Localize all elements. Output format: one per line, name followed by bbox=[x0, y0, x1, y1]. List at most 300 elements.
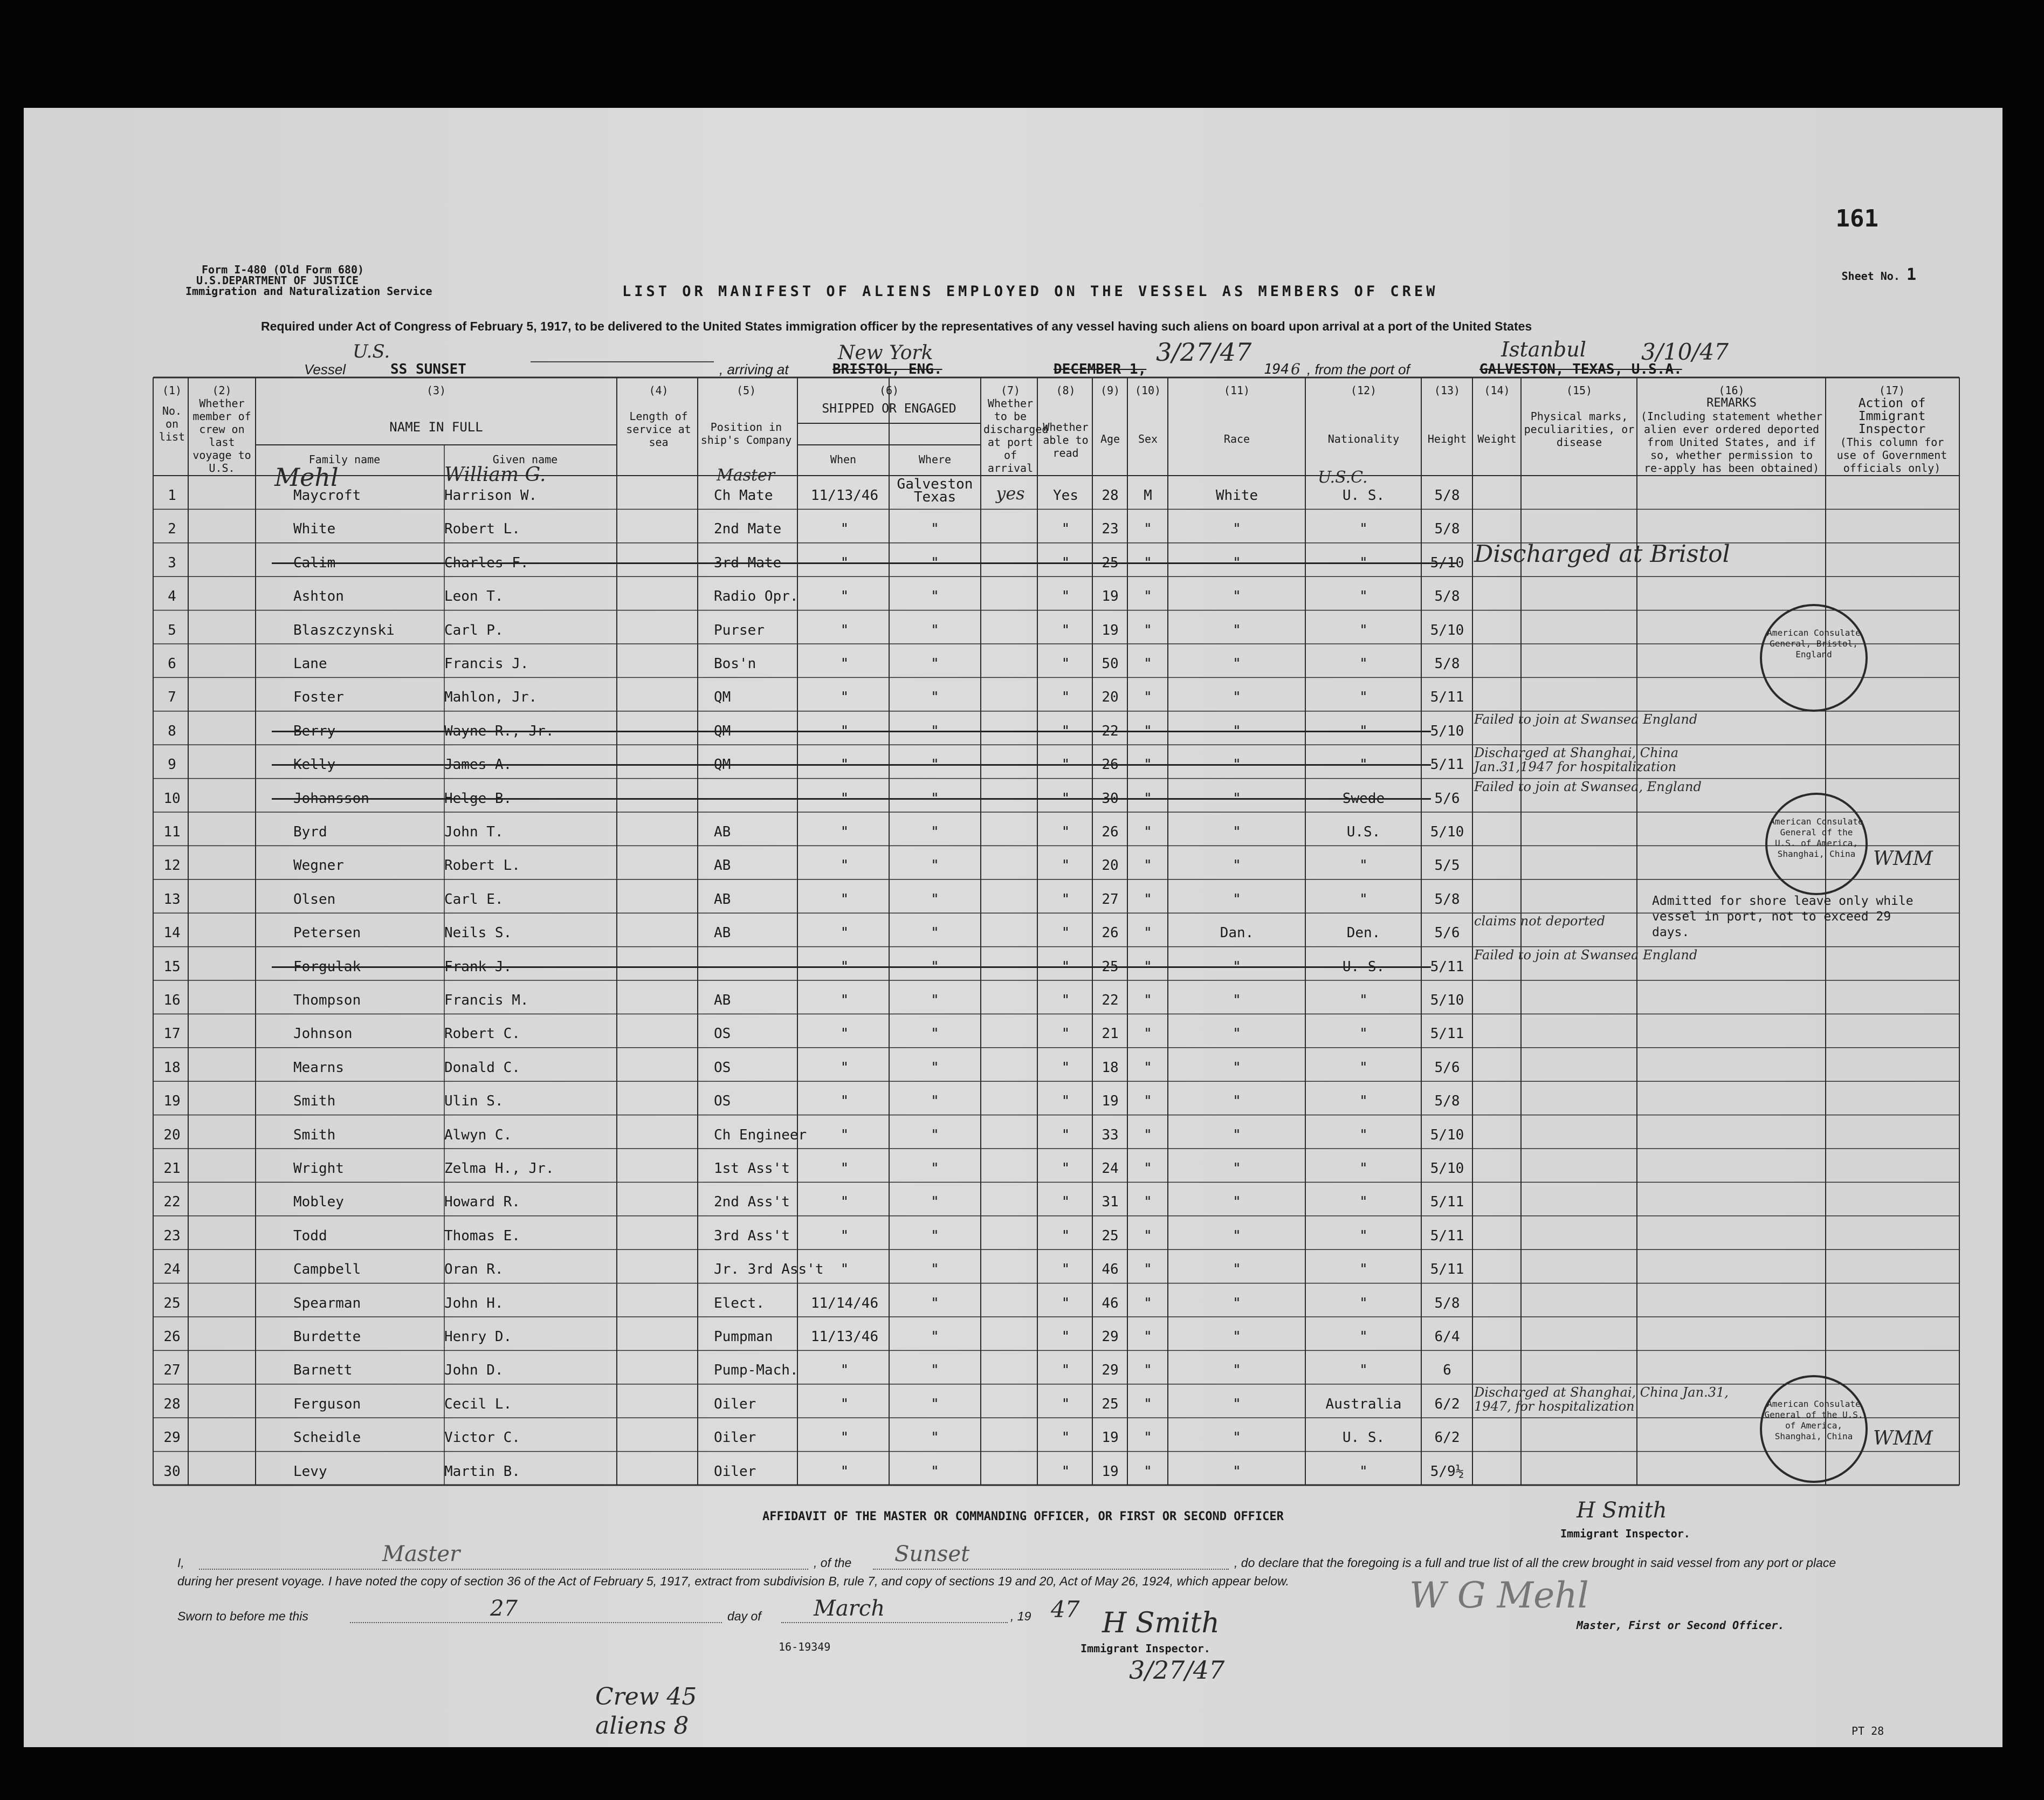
family-name: Campbell bbox=[293, 1261, 361, 1278]
shipped-where: " bbox=[931, 554, 939, 571]
shipped-where: " bbox=[931, 689, 939, 706]
family-name: Levy bbox=[293, 1463, 327, 1480]
row-number: 27 bbox=[163, 1362, 181, 1379]
able-to-read: " bbox=[1061, 1396, 1070, 1412]
given-name: Neils S. bbox=[444, 925, 512, 942]
race: " bbox=[1233, 1026, 1241, 1042]
shipped-where: " bbox=[931, 622, 939, 638]
given-name: Martin B. bbox=[444, 1463, 520, 1480]
remarks-admitted: Admitted for shore leave only while vessel in port, not to exceed 29 days. bbox=[1652, 894, 1914, 940]
given-name: John T. bbox=[444, 824, 504, 840]
row-number: 18 bbox=[163, 1059, 181, 1076]
able-to-read: " bbox=[1061, 1126, 1070, 1143]
age: 28 bbox=[1102, 487, 1119, 504]
family-name: Olsen bbox=[293, 891, 336, 908]
given-name: Charles F. bbox=[444, 554, 529, 571]
row-number: 8 bbox=[168, 723, 176, 739]
shipped-when: 11/13/46 bbox=[810, 1329, 879, 1345]
family-name: Blaszczynski bbox=[293, 622, 395, 638]
shipped-when: " bbox=[840, 656, 849, 672]
nationality: " bbox=[1359, 857, 1368, 874]
height: 5/10 bbox=[1430, 1126, 1464, 1143]
family-name: Todd bbox=[293, 1227, 327, 1244]
age: 21 bbox=[1102, 1026, 1119, 1042]
row-number: 21 bbox=[163, 1160, 181, 1177]
row-number: 3 bbox=[168, 554, 176, 571]
sex: " bbox=[1144, 723, 1152, 739]
age: 26 bbox=[1102, 757, 1119, 773]
height: 6/2 bbox=[1434, 1430, 1460, 1446]
race: " bbox=[1233, 958, 1241, 975]
given-name: Carl P. bbox=[444, 622, 504, 638]
page-number: 161 bbox=[1835, 205, 1878, 232]
family-name: Lane bbox=[293, 656, 327, 672]
height: 5/11 bbox=[1430, 1194, 1464, 1211]
consulate-stamp: American Consulate General, Bristol, England bbox=[1760, 604, 1868, 712]
nationality: " bbox=[1359, 992, 1368, 1008]
position: Pump-Mach. bbox=[714, 1362, 799, 1379]
race: " bbox=[1233, 588, 1241, 605]
given-name: Mahlon, Jr. bbox=[444, 689, 538, 706]
nationality: " bbox=[1359, 1059, 1368, 1076]
height: 5/11 bbox=[1430, 1261, 1464, 1278]
height: 5/9½ bbox=[1430, 1463, 1464, 1480]
height: 5/8 bbox=[1434, 487, 1460, 504]
shipped-where: " bbox=[931, 857, 939, 874]
sex: " bbox=[1144, 992, 1152, 1008]
height: 5/10 bbox=[1430, 824, 1464, 840]
age: 30 bbox=[1102, 790, 1119, 807]
age: 19 bbox=[1102, 1093, 1119, 1110]
shipped-where: " bbox=[931, 723, 939, 739]
position: Ch Mate bbox=[714, 487, 773, 504]
shipped-when: " bbox=[840, 891, 849, 908]
position: QM bbox=[714, 757, 731, 773]
height: 5/10 bbox=[1430, 1160, 1464, 1177]
height: 5/8 bbox=[1434, 1295, 1460, 1311]
given-name: Wayne R., Jr. bbox=[444, 723, 554, 739]
sex: " bbox=[1144, 925, 1152, 942]
master-nationality: U.S.C. bbox=[1318, 468, 1368, 487]
nationality: " bbox=[1359, 1463, 1368, 1480]
position: 2nd Mate bbox=[714, 521, 782, 538]
shipped-where: " bbox=[931, 1362, 939, 1379]
height: 5/8 bbox=[1434, 1093, 1460, 1110]
shipped-when: " bbox=[840, 1261, 849, 1278]
strike-line bbox=[272, 562, 1458, 564]
position: OS bbox=[714, 1093, 731, 1110]
family-name: Byrd bbox=[293, 824, 327, 840]
initials: WMM bbox=[1873, 1427, 1933, 1449]
row-number: 15 bbox=[163, 958, 181, 975]
shipped-where: " bbox=[931, 1093, 939, 1110]
sworn-line: Sworn to before me this 27 day of March , 19 47 bbox=[177, 1596, 1080, 1623]
race: " bbox=[1233, 1295, 1241, 1311]
nationality: " bbox=[1359, 656, 1368, 672]
able-to-read: " bbox=[1061, 1295, 1070, 1311]
family-name: Calim bbox=[293, 554, 336, 571]
able-to-read: " bbox=[1061, 1463, 1070, 1480]
row-number: 2 bbox=[168, 521, 176, 538]
shipped-when: " bbox=[840, 958, 849, 975]
race: " bbox=[1233, 790, 1241, 807]
able-to-read: " bbox=[1061, 1093, 1070, 1110]
position: 3rd Mate bbox=[714, 554, 782, 571]
race: " bbox=[1233, 1059, 1241, 1076]
age: 25 bbox=[1102, 554, 1119, 571]
sex: " bbox=[1144, 1126, 1152, 1143]
col-race-header: (11) Race bbox=[1223, 384, 1250, 445]
row-number: 10 bbox=[163, 790, 181, 807]
height: 5/10 bbox=[1430, 554, 1464, 571]
upper-inspector-signature: H Smith bbox=[1577, 1498, 1667, 1523]
sex: M bbox=[1144, 487, 1152, 504]
given-name: John H. bbox=[444, 1295, 504, 1311]
shipped-where: " bbox=[931, 1463, 939, 1480]
sex: " bbox=[1144, 554, 1152, 571]
nationality: " bbox=[1359, 521, 1368, 538]
master-given-name: William G. bbox=[444, 464, 546, 486]
col-service-header: (4) Length of service at sea bbox=[626, 384, 691, 449]
col-sex-header: (10) Sex bbox=[1134, 384, 1161, 445]
race: " bbox=[1233, 554, 1241, 571]
race: " bbox=[1233, 1126, 1241, 1143]
shipped-where: " bbox=[931, 1261, 939, 1278]
given-name: Donald C. bbox=[444, 1059, 520, 1076]
nationality: U. S. bbox=[1342, 487, 1385, 504]
family-name: Kelly bbox=[293, 757, 336, 773]
age: 19 bbox=[1102, 1430, 1119, 1446]
row-number: 7 bbox=[168, 689, 176, 706]
given-name: John D. bbox=[444, 1362, 504, 1379]
able-to-read: " bbox=[1061, 824, 1070, 840]
col-read-header: (8) Whether able to read bbox=[1043, 384, 1089, 459]
strike-line bbox=[272, 966, 1431, 968]
remarks: Discharged at Shanghai, China Jan.31, 1947, for hospitalization bbox=[1474, 1384, 1729, 1414]
shipped-where: " bbox=[931, 925, 939, 942]
position: Oiler bbox=[714, 1463, 756, 1480]
given-name: Robert L. bbox=[444, 521, 520, 538]
family-name: White bbox=[293, 521, 336, 538]
age: 29 bbox=[1102, 1362, 1119, 1379]
col-no-header: (1) No. on list bbox=[159, 384, 185, 443]
remarks: Discharged at Bristol bbox=[1474, 540, 1730, 568]
family-name: Smith bbox=[293, 1126, 336, 1143]
age: 20 bbox=[1102, 857, 1119, 874]
height: 6 bbox=[1443, 1362, 1451, 1379]
sex: " bbox=[1144, 588, 1152, 605]
age: 46 bbox=[1102, 1261, 1119, 1278]
row-number: 6 bbox=[168, 656, 176, 672]
shipped-when: 11/14/46 bbox=[810, 1295, 879, 1311]
row-number: 11 bbox=[163, 824, 181, 840]
able-to-read: " bbox=[1061, 1362, 1070, 1379]
able-to-read: " bbox=[1061, 622, 1070, 638]
able-to-read: Yes bbox=[1053, 487, 1078, 504]
position: Ch Engineer bbox=[714, 1126, 807, 1143]
sex: " bbox=[1144, 891, 1152, 908]
nationality: U.S. bbox=[1346, 824, 1381, 840]
age: 29 bbox=[1102, 1329, 1119, 1345]
able-to-read: " bbox=[1061, 925, 1070, 942]
shipped-where: " bbox=[931, 588, 939, 605]
family-name: Scheidle bbox=[293, 1430, 361, 1446]
age: 26 bbox=[1102, 925, 1119, 942]
age: 25 bbox=[1102, 958, 1119, 975]
nationality: Swede bbox=[1342, 790, 1385, 807]
row-number: 19 bbox=[163, 1093, 181, 1110]
race: " bbox=[1233, 1194, 1241, 1211]
age: 22 bbox=[1102, 992, 1119, 1008]
master-position: Master bbox=[717, 466, 775, 485]
row-number: 16 bbox=[163, 992, 181, 1008]
height: 5/11 bbox=[1430, 757, 1464, 773]
sex: " bbox=[1144, 689, 1152, 706]
given-name: Helge B. bbox=[444, 790, 512, 807]
row-number: 30 bbox=[163, 1463, 181, 1480]
shipped-where: Galveston Texas bbox=[897, 476, 973, 505]
col-remarks-header: (16) REMARKS (Including statement whether alien ever ordered deported from United States, and if so, whether permission to re-apply has been obtained) bbox=[1640, 384, 1823, 475]
affidavit-text: I, Master , of the Sunset , do declare that the foregoing is a full and true list of all the crew brought in said vessel from any port or place during her present voyage. I have noted the copy of section 36 of the Act of February 5, 1917, extract from subdivision B, rule 7, and copy of sections 19 and 20, Act of May 26, 1924, which appear below. bbox=[177, 1542, 1836, 1588]
sex: " bbox=[1144, 1430, 1152, 1446]
age: 26 bbox=[1102, 824, 1119, 840]
discharged: yes bbox=[996, 483, 1025, 504]
col-weight-header: (14) Weight bbox=[1477, 384, 1517, 445]
position: Bos'n bbox=[714, 656, 756, 672]
shipped-when: " bbox=[840, 588, 849, 605]
inspector-date: 3/27/47 bbox=[1129, 1655, 1225, 1685]
shipped-when: " bbox=[840, 521, 849, 538]
nationality: " bbox=[1359, 891, 1368, 908]
height: 5/11 bbox=[1430, 1026, 1464, 1042]
family-name: Mobley bbox=[293, 1194, 344, 1211]
family-name: Spearman bbox=[293, 1295, 361, 1311]
strike-line bbox=[272, 731, 1431, 732]
nationality: " bbox=[1359, 689, 1368, 706]
height: 5/11 bbox=[1430, 1227, 1464, 1244]
form-identifier: Form I-480 (Old Form 680) U.S.DEPARTMENT OF JUSTICE Immigration and Naturalization Service bbox=[185, 263, 432, 298]
position: Elect. bbox=[714, 1295, 765, 1311]
remarks: Discharged at Shanghai, China Jan.31,1947 for hospitalization bbox=[1474, 745, 1679, 775]
given-name: Leon T. bbox=[444, 588, 504, 605]
family-name: Ashton bbox=[293, 588, 344, 605]
row-number: 1 bbox=[168, 487, 176, 504]
race: " bbox=[1233, 656, 1241, 672]
position: 2nd Ass't bbox=[714, 1194, 790, 1211]
height: 5/8 bbox=[1434, 588, 1460, 605]
master-label: Master, First or Second Officer. bbox=[1577, 1619, 1785, 1632]
race: White bbox=[1215, 487, 1258, 504]
nationality: " bbox=[1359, 1295, 1368, 1311]
sex: " bbox=[1144, 1227, 1152, 1244]
position: Purser bbox=[714, 622, 765, 638]
master-signature: W G Mehl bbox=[1409, 1575, 1589, 1616]
shipped-when: " bbox=[840, 925, 849, 942]
given-name: Frank J. bbox=[444, 958, 512, 975]
age: 27 bbox=[1102, 891, 1119, 908]
col-position-header: (5) Position in ship's Company bbox=[700, 384, 792, 446]
remarks: claims not deported bbox=[1474, 913, 1606, 929]
inspector-signature: H Smith bbox=[1102, 1607, 1220, 1639]
able-to-read: " bbox=[1061, 1059, 1070, 1076]
vessel-name: SS SUNSET bbox=[390, 361, 466, 377]
nationality: Den. bbox=[1346, 925, 1381, 942]
height: 5/6 bbox=[1434, 1059, 1460, 1076]
sex: " bbox=[1144, 1026, 1152, 1042]
able-to-read: " bbox=[1061, 588, 1070, 605]
race: " bbox=[1233, 857, 1241, 874]
given-name: Howard R. bbox=[444, 1194, 520, 1211]
row-number: 25 bbox=[163, 1295, 181, 1311]
family-name: Wright bbox=[293, 1160, 344, 1177]
remarks: Failed to join at Swansea England bbox=[1474, 711, 1698, 727]
sex: " bbox=[1144, 1329, 1152, 1345]
nationality: " bbox=[1359, 1227, 1368, 1244]
nationality: " bbox=[1359, 1261, 1368, 1278]
shipped-where: " bbox=[931, 1396, 939, 1412]
able-to-read: " bbox=[1061, 554, 1070, 571]
age: 20 bbox=[1102, 689, 1119, 706]
col-age-header: (9) Age bbox=[1100, 384, 1120, 445]
race: " bbox=[1233, 723, 1241, 739]
sex: " bbox=[1144, 1396, 1152, 1412]
shipped-when: " bbox=[840, 992, 849, 1008]
position: Jr. 3rd Ass't bbox=[714, 1261, 824, 1278]
height: 5/8 bbox=[1434, 521, 1460, 538]
given-name: Henry D. bbox=[444, 1329, 512, 1345]
height: 5/5 bbox=[1434, 857, 1460, 874]
given-name: Victor C. bbox=[444, 1430, 520, 1446]
height: 6/4 bbox=[1434, 1329, 1460, 1345]
shipped-where: " bbox=[931, 1059, 939, 1076]
sex: " bbox=[1144, 1160, 1152, 1177]
given-name: Carl E. bbox=[444, 891, 504, 908]
col-name-header: (3) NAME IN FULL bbox=[389, 384, 483, 435]
shipped-where: " bbox=[931, 1026, 939, 1042]
shipped-when: " bbox=[840, 622, 849, 638]
shipped-when: " bbox=[840, 1059, 849, 1076]
family-name: Forgulak bbox=[293, 958, 361, 975]
row-number: 17 bbox=[163, 1026, 181, 1042]
row-number: 22 bbox=[163, 1194, 181, 1211]
position: AB bbox=[714, 891, 731, 908]
sex: " bbox=[1144, 857, 1152, 874]
age: 25 bbox=[1102, 1396, 1119, 1412]
age: 23 bbox=[1102, 521, 1119, 538]
given-name: Thomas E. bbox=[444, 1227, 520, 1244]
row-number: 20 bbox=[163, 1126, 181, 1143]
family-name: Thompson bbox=[293, 992, 361, 1008]
height: 6/2 bbox=[1434, 1396, 1460, 1412]
row-number: 13 bbox=[163, 891, 181, 908]
age: 24 bbox=[1102, 1160, 1119, 1177]
race: " bbox=[1233, 1160, 1241, 1177]
family-name: Smith bbox=[293, 1093, 336, 1110]
family-name: Barnett bbox=[293, 1362, 353, 1379]
sex: " bbox=[1144, 656, 1152, 672]
nationality: " bbox=[1359, 1160, 1368, 1177]
sex: " bbox=[1144, 1059, 1152, 1076]
nationality: " bbox=[1359, 588, 1368, 605]
shipped-when: " bbox=[840, 757, 849, 773]
position: Oiler bbox=[714, 1430, 756, 1446]
row-number: 14 bbox=[163, 925, 181, 942]
given-name: Francis M. bbox=[444, 992, 529, 1008]
family-name: Berry bbox=[293, 723, 336, 739]
able-to-read: " bbox=[1061, 857, 1070, 874]
upper-inspector-label: Immigrant Inspector. bbox=[1560, 1527, 1690, 1540]
shipped-when: " bbox=[840, 824, 849, 840]
race: " bbox=[1233, 757, 1241, 773]
strike-line bbox=[272, 764, 1431, 766]
able-to-read: " bbox=[1061, 1227, 1070, 1244]
shipped-when: " bbox=[840, 1463, 849, 1480]
shipped-where: " bbox=[931, 1126, 939, 1143]
family-name: Petersen bbox=[293, 925, 361, 942]
family-name: Mearns bbox=[293, 1059, 344, 1076]
shipped-where: " bbox=[931, 992, 939, 1008]
race: " bbox=[1233, 1261, 1241, 1278]
age: 19 bbox=[1102, 588, 1119, 605]
height: 5/6 bbox=[1434, 925, 1460, 942]
position: OS bbox=[714, 1059, 731, 1076]
shipped-where: " bbox=[931, 1295, 939, 1311]
race: " bbox=[1233, 1430, 1241, 1446]
nationality: " bbox=[1359, 1093, 1368, 1110]
able-to-read: " bbox=[1061, 757, 1070, 773]
shipped-where: " bbox=[931, 1227, 939, 1244]
height: 5/10 bbox=[1430, 992, 1464, 1008]
sex: " bbox=[1144, 1295, 1152, 1311]
shipped-when: " bbox=[840, 1160, 849, 1177]
form-code: 16-19349 bbox=[779, 1640, 831, 1653]
shipped-when: " bbox=[840, 689, 849, 706]
age: 31 bbox=[1102, 1194, 1119, 1211]
age: 33 bbox=[1102, 1126, 1119, 1143]
sex: " bbox=[1144, 824, 1152, 840]
able-to-read: " bbox=[1061, 1329, 1070, 1345]
row-number: 29 bbox=[163, 1430, 181, 1446]
able-to-read: " bbox=[1061, 790, 1070, 807]
sex: " bbox=[1144, 1463, 1152, 1480]
nationality: " bbox=[1359, 1329, 1368, 1345]
family-name: Johansson bbox=[293, 790, 369, 807]
family-name: Johnson bbox=[293, 1026, 353, 1042]
sex: " bbox=[1144, 1093, 1152, 1110]
nationality: Australia bbox=[1325, 1396, 1402, 1412]
race: " bbox=[1233, 1463, 1241, 1480]
given-name: Zelma H., Jr. bbox=[444, 1160, 554, 1177]
able-to-read: " bbox=[1061, 656, 1070, 672]
able-to-read: " bbox=[1061, 689, 1070, 706]
able-to-read: " bbox=[1061, 958, 1070, 975]
given-name: Cecil L. bbox=[444, 1396, 512, 1412]
able-to-read: " bbox=[1061, 521, 1070, 538]
nationality: " bbox=[1359, 1194, 1368, 1211]
position: AB bbox=[714, 824, 731, 840]
col-height-header: (13) Height bbox=[1427, 384, 1467, 445]
shipped-where: " bbox=[931, 656, 939, 672]
sex: " bbox=[1144, 958, 1152, 975]
height: 5/8 bbox=[1434, 656, 1460, 672]
row-number: 9 bbox=[168, 757, 176, 773]
position: AB bbox=[714, 925, 731, 942]
nationality: " bbox=[1359, 1126, 1368, 1143]
footer-code: PT 28 bbox=[1852, 1725, 1884, 1737]
shipped-when: " bbox=[840, 790, 849, 807]
race: " bbox=[1233, 992, 1241, 1008]
able-to-read: " bbox=[1061, 723, 1070, 739]
